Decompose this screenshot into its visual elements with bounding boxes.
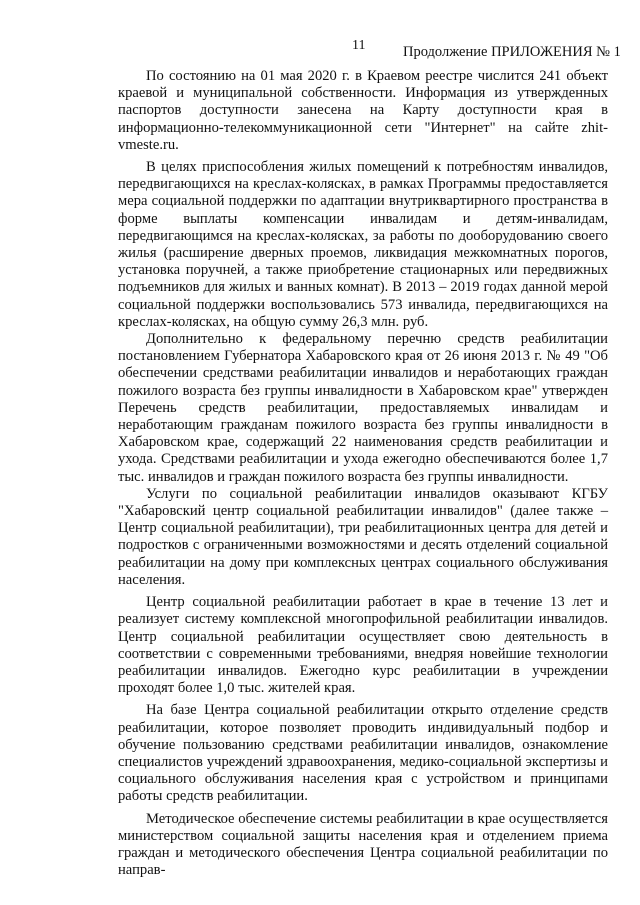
document-body — [118, 68, 608, 879]
paragraph-methodical-support: Методическое обеспечение системы реабилитации в крае осуществляется министерством социальной защиты населения края и отделением приема граждан и методического обеспечения Центра социальной реабилитации по направ- — [118, 810, 608, 879]
appendix-continuation-label: Продолжение ПРИЛОЖЕНИЯ № 1 — [403, 44, 621, 60]
paragraph-rehabilitation-department: На базе Центра социальной реабилитации открыто отделение средств реабилитации, которое позволяет проводить индивидуальный подбор и обучение пользованию средствами реабилитации инвалидов, ознакомление специалистов учреждений здравоохранения, медико-социальной экспертизы и социального обслуживания населения края с устройством и принципами работы средств реабилитации. — [118, 702, 608, 805]
paragraph-registry-objects: По состоянию на 01 мая 2020 г. в Краевом реестре числится 241 объект краевой и муниципальной собственности. Информация из утвержденных паспортов доступности занесена на Карту доступности края в информационно-телекоммуникационной сети "Интернет" на сайте zhit-vmeste.ru. — [118, 68, 608, 153]
paragraph-rehabilitation-services: Услуги по социальной реабилитации инвалидов оказывают КГБУ "Хабаровский центр социальной реабилитации инвалидов" (далее также – Центр социальной реабилитации), три реабилитационных центра для детей и подростков с ограниченными возможностями и десять отделений социальной реабилитации на дому при комплексных центрах социального обслуживания населения. — [118, 485, 608, 588]
page-number: 11 — [352, 38, 366, 53]
paragraph-housing-adaptation: В целях приспособления жилых помещений к потребностям инвалидов, передвигающихся на креслах-колясках, в рамках Программы предоставляется мера социальной поддержки по адаптации внутриквартирного пространства в форме выплаты компенсации инвалидам и детям-инвалидам, передвигающимся на креслах-колясках, за работы по дооборудованию своего жилья (расширение дверных проемов, ликвидация межкомнатных порогов, установка поручней, а также приобретение стационарных или передвижных подъемников для жилых и ванных комнат). В 2013 – 2019 годах данной мерой социальной поддержки воспользовались 573 инвалида, передвигающихся на креслах-колясках, на общую сумму 26,3 млн. руб. — [118, 159, 608, 330]
paragraph-rehabilitation-means: Дополнительно к федеральному перечню средств реабилитации постановлением Губернатора Хабаровского края от 26 июня 2013 г. № 49 "Об обеспечении средствами реабилитации инвалидов и неработающих граждан пожилого возраста без группы инвалидности в Хабаровском крае" утвержден Перечень средств реабилитации, предоставляемых инвалидам и неработающим гражданам пожилого возраста без группы инвалидности в Хабаровском крае, содержащий 22 наименования средств реабилитации и ухода. Средствами реабилитации и ухода ежегодно обеспечиваются более 1,7 тыс. инвалидов и граждан пожилого возраста без группы инвалидности. — [118, 331, 608, 485]
paragraph-rehabilitation-center: Центр социальной реабилитации работает в крае в течение 13 лет и реализует систему комплексной многопрофильной реабилитации инвалидов. Центр социальной реабилитации осуществляет свою деятельность в соответствии с современными требованиями, внедряя новейшие технологии реабилитации инвалидов. Ежегодно курс реабилитации в учреждении проходят более 1,0 тыс. жителей края. — [118, 594, 608, 697]
